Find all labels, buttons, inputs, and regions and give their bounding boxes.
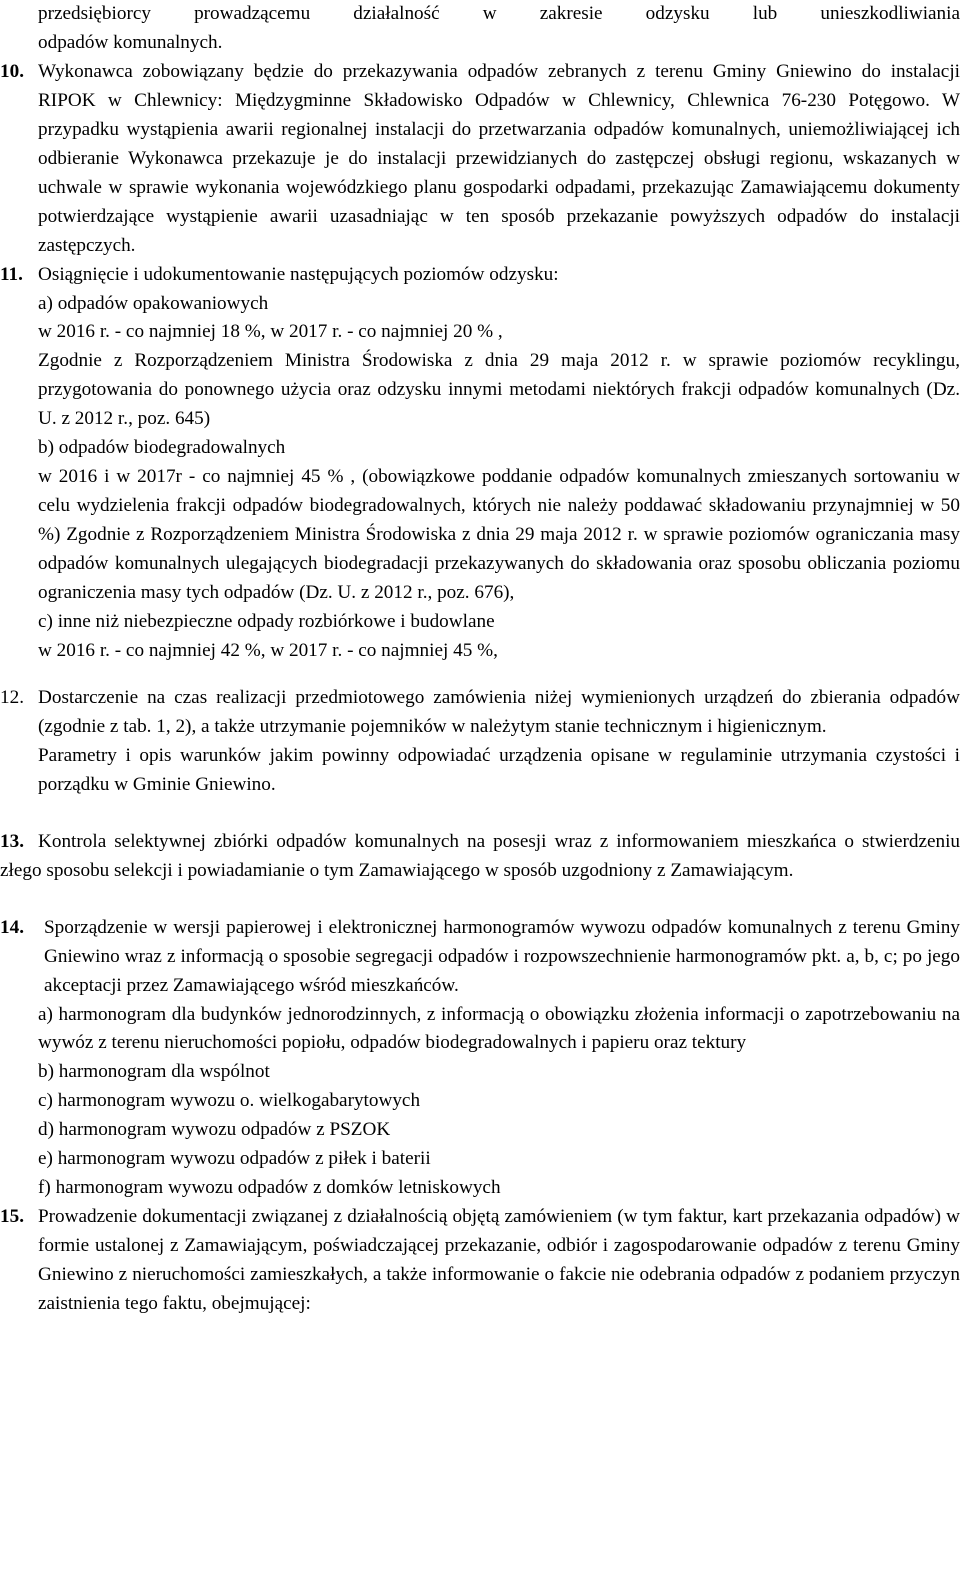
item-13-number: 13. — [0, 830, 24, 852]
intro-continuation — [0, 0, 960, 58]
item-13 — [0, 828, 960, 886]
item-11-c-title: c) inne niż niebezpieczne odpady rozbiórkowe i budowlane — [38, 611, 495, 633]
item-12-number: 12. — [0, 686, 24, 708]
item-14-e: e) harmonogram wywozu odpadów z piłek i baterii — [38, 1148, 431, 1170]
item-14-number: 14. — [0, 916, 24, 938]
item-10-text: Wykonawca zobowiązany będzie do przekazywania odpadów zebranych z terenu Gminy Gniewino do instalacji RIPOK w Chlewnicy: Międzygminne Składowisko Odpadów w Chlewnicy, Chlewnica 76-230 Potęgowo. W przypadku wystąpienia awarii regionalnej instalacji do przetwarzania odpadów komunalnych, uniemożliwiającej ich odbieranie Wykonawca przekazuje je do instalacji przewidzianych do zastępczej obsługi regionu, wskazanych w uchwale w sprawie wykonania wojewódzkiego planu gospodarki odpadami, przekazując Zamawiającemu dokumenty potwierdzające wystąpienie awarii uzasadniając w ten sposób przekazanie powyższych odpadów do instalacji zastępczych. — [38, 60, 960, 256]
item-13-text: Kontrola selektywnej zbiórki odpadów komunalnych na posesji wraz z informowaniem mieszkańca o stwierdzeniu złego sposobu selekcji i powiadamianie o tym Zamawiającego w sposób uzgodniony z Zamawiającym. — [0, 830, 960, 881]
item-15 — [0, 1203, 960, 1319]
item-11 — [0, 261, 960, 666]
item-11-b-text: w 2016 i w 2017r - co najmniej 45 % , (obowiązkowe poddanie odpadów komunalnych zmieszanych sortowaniu w celu wydzielenia frakcji odpadów biodegradowalnych, których nie należy poddawać składowaniu przynajmniej w 50 %) Zgodnie z Rozporządzeniem Ministra Środowiska z dnia 29 maja 2012 r. w sprawie poziomów ograniczania masy odpadów komunalnych ulegających biodegradacji przekazywanych do składowania oraz sposobu obliczania poziomu ograniczenia masy tych odpadów (Dz. U. z 2012 r., poz. 676), — [38, 466, 960, 604]
item-15-text: Prowadzenie dokumentacji związanej z działalnością objętą zamówieniem (w tym faktur, kart przekazania odpadów) w formie ustalonej z Zamawiającym, poświadczającej przekazanie, odbiór i zagospodarowanie odpadów z terenu Gminy Gniewino z nieruchomości zamieszkałych, a także informowanie o fakcie nie odebrania odpadów z podaniem przyczyn zaistnienia tego faktu, obejmującej: — [38, 1206, 960, 1315]
item-10-number: 10. — [0, 60, 24, 82]
item-14-d: d) harmonogram wywozu odpadów z PSZOK — [38, 1119, 391, 1141]
item-11-b-title: b) odpadów biodegradowalnych — [38, 437, 286, 459]
item-11-number: 11. — [0, 263, 23, 285]
item-15-number: 15. — [0, 1206, 24, 1228]
spacer — [0, 886, 960, 902]
item-12-text-2: Parametry i opis warunków jakim powinny odpowiadać urządzenia opisane w regulaminie utrzymania czystości i porządku w Gminie Gniewino. — [38, 744, 960, 795]
item-14-b: b) harmonogram dla wspólnot — [38, 1061, 270, 1083]
item-11-a-title: a) odpadów opakowaniowych — [38, 292, 269, 314]
item-14-text: Sporządzenie w wersji papierowej i elektronicznej harmonogramów wywozu odpadów komunalnych z terenu Gminy Gniewino wraz z informacją o sposobie segregacji odpadów i rozpowszechnienie harmonogramów pkt. a, b, c; po jego akceptacji przez Zamawiającego wśród mieszkańców. — [44, 916, 960, 996]
item-11-a-legal: Zgodnie z Rozporządzeniem Ministra Środowiska z dnia 29 maja 2012 r. w sprawie poziomów recyklingu, przygotowania do ponownego użycia oraz odzysku innymi metodami niektórych frakcji odpadów komunalnych (Dz. U. z 2012 r., poz. 645) — [38, 350, 960, 430]
item-12 — [0, 684, 960, 800]
item-10 — [0, 58, 960, 261]
item-14 — [0, 914, 960, 1204]
item-12-text: Dostarczenie na czas realizacji przedmiotowego zamówienia niżej wymienionych urządzeń do zbierania odpadów (zgodnie z tab. 1, 2), a także utrzymanie pojemników w należytym stanie technicznym i higienicznym. — [38, 686, 960, 737]
item-14-f: f) harmonogram wywozu odpadów z domków letniskowych — [38, 1177, 501, 1199]
intro-line-1: przedsiębiorcy prowadzącemu działalność w zakresie odzysku lub unieszkodliwiania — [38, 3, 960, 24]
spacer — [0, 800, 960, 816]
item-11-a-levels: w 2016 r. - co najmniej 18 %, w 2017 r. - co najmniej 20 % , — [38, 321, 503, 343]
item-14-a: a) harmonogram dla budynków jednorodzinnych, z informacją o obowiązku złożenia informacji o zapotrzebowaniu na wywóz z terenu nieruchomości popiołu, odpadów biodegradowalnych i papieru oraz tektury — [38, 1003, 960, 1054]
item-14-c: c) harmonogram wywozu o. wielkogabarytowych — [38, 1090, 421, 1112]
item-11-heading: Osiągnięcie i udokumentowanie następujących poziomów odzysku: — [38, 263, 559, 285]
spacer — [0, 666, 960, 678]
intro-line-2: odpadów komunalnych. — [38, 31, 223, 53]
item-11-c-levels: w 2016 r. - co najmniej 42 %, w 2017 r. - co najmniej 45 %, — [38, 639, 498, 661]
